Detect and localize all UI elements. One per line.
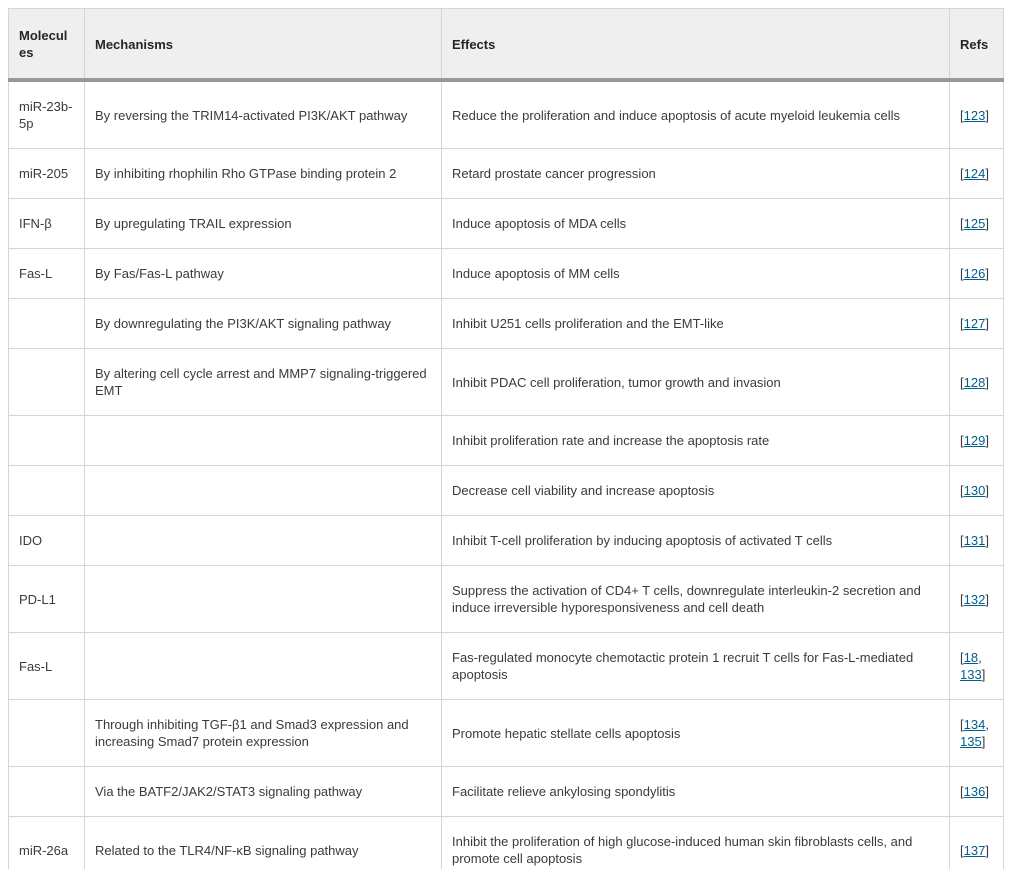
table-row: [9, 149, 1004, 199]
ref-link[interactable]: 129: [963, 433, 986, 448]
mechanism-cell: By altering cell cycle arrest and MMP7 signaling-triggered EMT: [85, 349, 442, 416]
mechanism-cell: Related to the TLR4/NF-κB signaling pathway: [85, 817, 442, 869]
ref-link[interactable]: 136: [963, 784, 986, 799]
table-body: [9, 80, 1004, 869]
molecule-cell: [9, 767, 85, 817]
table-row: [9, 199, 1004, 249]
effect-cell: Promote hepatic stellate cells apoptosis: [442, 700, 950, 767]
table-row: [9, 516, 1004, 566]
ref-link[interactable]: 127: [963, 316, 986, 331]
molecules-mechanisms-effects-table: [8, 8, 1004, 869]
table-row: [9, 416, 1004, 466]
ref-link[interactable]: 124: [963, 166, 986, 181]
mechanism-cell: By Fas/Fas-L pathway: [85, 249, 442, 299]
ref-link[interactable]: 123: [963, 107, 986, 123]
header-row: [9, 9, 1004, 81]
column-header-molecule: Molecules: [9, 9, 85, 81]
table-row: [9, 80, 1004, 149]
ref-link[interactable]: 128: [963, 374, 986, 390]
mechanism-cell: By inhibiting rhophilin Rho GTPase binding protein 2: [85, 149, 442, 199]
column-header-effect: Effects: [442, 9, 950, 81]
refs-cell: [126]: [950, 249, 1004, 299]
refs-cell: [128]: [950, 349, 1004, 416]
refs-cell: [124]: [950, 149, 1004, 199]
mechanism-cell: By reversing the TRIM14-activated PI3K/AKT pathway: [85, 80, 442, 149]
effect-cell: Retard prostate cancer progression: [442, 149, 950, 199]
molecule-cell: PD-L1: [9, 566, 85, 633]
molecule-cell: IDO: [9, 516, 85, 566]
refs-cell: [18, 133]: [950, 633, 1004, 700]
mechanism-cell: Via the BATF2/JAK2/STAT3 signaling pathway: [85, 767, 442, 817]
effect-cell: Reduce the proliferation and induce apoptosis of acute myeloid leukemia cells: [442, 80, 950, 149]
table-row: [9, 700, 1004, 767]
refs-cell: [132]: [950, 566, 1004, 633]
mechanism-cell: By upregulating TRAIL expression: [85, 199, 442, 249]
mechanism-cell: [85, 633, 442, 700]
table-row: [9, 249, 1004, 299]
effect-cell: Inhibit PDAC cell proliferation, tumor growth and invasion: [442, 349, 950, 416]
ref-link[interactable]: 137: [963, 842, 986, 858]
table-row: [9, 466, 1004, 516]
mechanism-cell: [85, 416, 442, 466]
mechanism-cell: By downregulating the PI3K/AKT signaling pathway: [85, 299, 442, 349]
molecule-cell: miR-26a: [9, 817, 85, 869]
refs-cell: [137]: [950, 817, 1004, 869]
refs-cell: [123]: [950, 80, 1004, 149]
molecule-cell: IFN-β: [9, 199, 85, 249]
effect-cell: Suppress the activation of CD4+ T cells, downregulate interleukin-2 secretion and induce irreversible hyporesponsiveness and cell death: [442, 566, 950, 633]
effect-cell: Facilitate relieve ankylosing spondylitis: [442, 767, 950, 817]
molecule-cell: [9, 416, 85, 466]
ref-link[interactable]: 134: [963, 717, 986, 732]
ref-link[interactable]: 126: [963, 266, 986, 281]
effect-cell: Inhibit the proliferation of high glucose-induced human skin fibroblasts cells, and promote cell apoptosis: [442, 817, 950, 869]
mechanism-cell: [85, 566, 442, 633]
column-header-mechanism: Mechanisms: [85, 9, 442, 81]
column-header-refs: Refs: [950, 9, 1004, 81]
effect-cell: Induce apoptosis of MM cells: [442, 249, 950, 299]
ref-link[interactable]: 131: [963, 533, 986, 548]
molecule-cell: Fas-L: [9, 633, 85, 700]
ref-link[interactable]: 135: [960, 734, 982, 749]
effect-cell: Fas-regulated monocyte chemotactic protein 1 recruit T cells for Fas-L-mediated apoptosis: [442, 633, 950, 700]
effect-cell: Inhibit T-cell proliferation by inducing apoptosis of activated T cells: [442, 516, 950, 566]
molecule-cell: [9, 299, 85, 349]
refs-cell: [130]: [950, 466, 1004, 516]
molecule-cell: [9, 466, 85, 516]
mechanism-cell: Through inhibiting TGF-β1 and Smad3 expression and increasing Smad7 protein expression: [85, 700, 442, 767]
ref-link[interactable]: 133: [960, 667, 982, 682]
ref-link[interactable]: 125: [963, 216, 986, 231]
refs-cell: [134, 135]: [950, 700, 1004, 767]
molecule-cell: miR-23b-5p: [9, 80, 85, 149]
effect-cell: Inhibit proliferation rate and increase the apoptosis rate: [442, 416, 950, 466]
molecule-cell: [9, 700, 85, 767]
table-row: [9, 349, 1004, 416]
table-row: [9, 299, 1004, 349]
effect-cell: Induce apoptosis of MDA cells: [442, 199, 950, 249]
mechanism-cell: [85, 516, 442, 566]
molecule-cell: Fas-L: [9, 249, 85, 299]
ref-link[interactable]: 130: [963, 483, 986, 498]
effect-cell: Decrease cell viability and increase apoptosis: [442, 466, 950, 516]
ref-link[interactable]: 18: [963, 650, 979, 665]
refs-cell: [129]: [950, 416, 1004, 466]
table-row: [9, 767, 1004, 817]
table-row: [9, 633, 1004, 700]
table-row: [9, 566, 1004, 633]
mechanism-cell: [85, 466, 442, 516]
refs-cell: [131]: [950, 516, 1004, 566]
molecule-cell: miR-205: [9, 149, 85, 199]
molecule-cell: [9, 349, 85, 416]
ref-link[interactable]: 132: [963, 591, 986, 607]
refs-cell: [136]: [950, 767, 1004, 817]
refs-cell: [127]: [950, 299, 1004, 349]
refs-cell: [125]: [950, 199, 1004, 249]
effect-cell: Inhibit U251 cells proliferation and the EMT-like: [442, 299, 950, 349]
table-row: [9, 817, 1004, 869]
